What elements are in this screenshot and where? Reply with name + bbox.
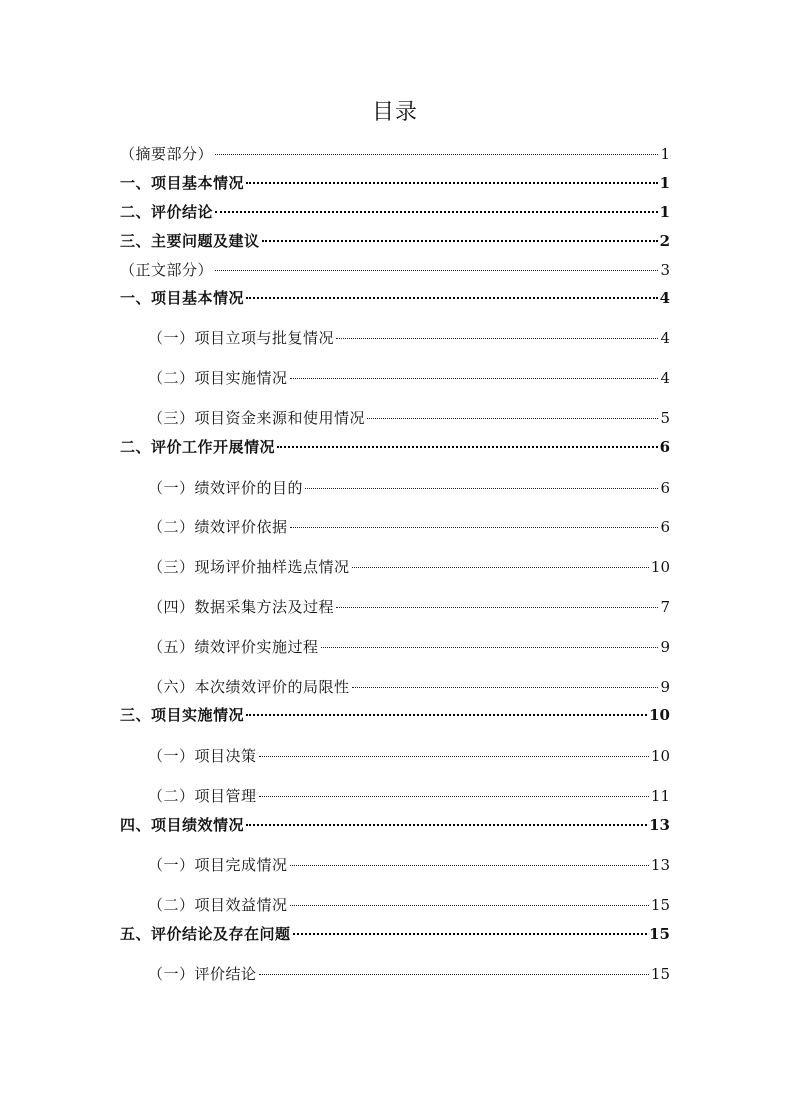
toc-page-number: 1 [660, 145, 670, 163]
toc-entry[interactable] [120, 814, 670, 836]
dot-leader [259, 796, 649, 797]
toc-subentry[interactable] [148, 327, 670, 349]
toc-subentry[interactable] [148, 854, 670, 876]
dot-leader [290, 527, 659, 528]
toc-entry-label: （二）项目管理 [148, 787, 257, 805]
toc-entry-label: （一）绩效评价的目的 [148, 479, 304, 497]
toc-entry-label: 五、评价结论及存在问题 [120, 925, 291, 943]
table-of-contents [120, 0, 670, 1118]
toc-page-number: 15 [650, 896, 670, 914]
toc-page-number: 6 [660, 479, 670, 497]
toc-page-number: 11 [650, 787, 670, 805]
toc-subentry[interactable] [148, 676, 670, 698]
toc-page-number: 10 [650, 558, 670, 576]
toc-entry-label: （一）评价结论 [148, 965, 257, 983]
toc-entry[interactable] [120, 172, 670, 194]
dot-leader [293, 933, 648, 935]
toc-page-number: 3 [660, 261, 670, 279]
toc-entry-label: （摘要部分） [120, 145, 214, 163]
toc-entry-label: 三、主要问题及建议 [120, 232, 260, 250]
dot-leader [259, 756, 649, 757]
toc-page-number: 6 [659, 438, 670, 456]
toc-entry-label: （四）数据采集方法及过程 [148, 598, 335, 616]
toc-subentry[interactable] [148, 785, 670, 807]
toc-entry[interactable] [120, 704, 670, 726]
toc-page-number: 4 [660, 369, 670, 387]
toc-entry-label: （一）项目决策 [148, 747, 257, 765]
toc-page-number: 6 [660, 518, 670, 536]
dot-leader [215, 211, 658, 213]
toc-entry[interactable] [120, 287, 670, 309]
dot-leader [321, 647, 659, 648]
toc-subentry[interactable] [148, 745, 670, 767]
toc-entry[interactable] [120, 230, 670, 252]
toc-entry-label: （六）本次绩效评价的局限性 [148, 678, 350, 696]
toc-subentry[interactable] [148, 894, 670, 916]
toc-page-number: 9 [660, 678, 670, 696]
dot-leader [352, 567, 649, 568]
toc-page-number: 10 [650, 747, 670, 765]
toc-entry-label: （二）项目实施情况 [148, 369, 288, 387]
dot-leader [246, 297, 658, 299]
dot-leader [215, 270, 658, 271]
toc-entry[interactable] [120, 923, 670, 945]
toc-entry-label: 一、项目基本情况 [120, 289, 245, 307]
toc-entry-label: （二）项目效益情况 [148, 896, 288, 914]
dot-leader [336, 607, 658, 608]
dot-leader [367, 418, 658, 419]
dot-leader [336, 338, 658, 339]
dot-leader [246, 182, 658, 184]
toc-entry[interactable] [120, 436, 670, 458]
toc-page-number: 13 [650, 856, 670, 874]
toc-page-number: 15 [650, 965, 670, 983]
dot-leader [290, 378, 659, 379]
toc-entry-label: 二、评价工作开展情况 [120, 438, 276, 456]
toc-entry-label: （一）项目立项与批复情况 [148, 329, 335, 347]
toc-entry-label: 一、项目基本情况 [120, 174, 245, 192]
toc-page-number: 9 [660, 638, 670, 656]
toc-page-number: 13 [649, 816, 670, 834]
toc-entry-label: （三）项目资金来源和使用情况 [148, 409, 366, 427]
toc-entry-label: 四、项目绩效情况 [120, 816, 245, 834]
toc-subentry[interactable] [148, 556, 670, 578]
toc-subentry[interactable] [148, 963, 670, 985]
dot-leader [290, 905, 649, 906]
dot-leader [290, 865, 649, 866]
dot-leader [246, 824, 647, 826]
toc-page-number: 4 [660, 329, 670, 347]
toc-entry[interactable] [120, 201, 670, 223]
toc-subentry[interactable] [148, 596, 670, 618]
toc-entry-label: （正文部分） [120, 261, 214, 279]
dot-leader [305, 488, 658, 489]
toc-page-number: 2 [659, 232, 670, 250]
toc-page-number: 10 [649, 706, 670, 724]
toc-entry-label: （三）现场评价抽样选点情况 [148, 558, 350, 576]
toc-subentry[interactable] [148, 477, 670, 499]
toc-page-number: 7 [660, 598, 670, 616]
toc-entry-label: 三、项目实施情况 [120, 706, 245, 724]
dot-leader [352, 687, 659, 688]
toc-page-number: 5 [660, 409, 670, 427]
toc-subentry[interactable] [148, 407, 670, 429]
toc-subentry[interactable] [148, 516, 670, 538]
toc-subentry[interactable] [148, 636, 670, 658]
dot-leader [259, 974, 649, 975]
toc-entry-label: 二、评价结论 [120, 203, 214, 221]
dot-leader [277, 446, 658, 448]
toc-entry-label: （一）项目完成情况 [148, 856, 288, 874]
page-title: 目录 [371, 100, 418, 125]
toc-page-number: 4 [659, 289, 670, 307]
toc-entry-abstract[interactable] [120, 143, 670, 165]
toc-page-number: 1 [659, 174, 670, 192]
dot-leader [262, 240, 658, 242]
toc-entry-label: （二）绩效评价依据 [148, 518, 288, 536]
dot-leader [246, 714, 647, 716]
toc-subentry[interactable] [148, 367, 670, 389]
toc-page-number: 1 [659, 203, 670, 221]
dot-leader [215, 154, 658, 155]
toc-entry-label: （五）绩效评价实施过程 [148, 638, 319, 656]
toc-page-number: 15 [649, 925, 670, 943]
toc-entry-main-text[interactable] [120, 259, 670, 281]
